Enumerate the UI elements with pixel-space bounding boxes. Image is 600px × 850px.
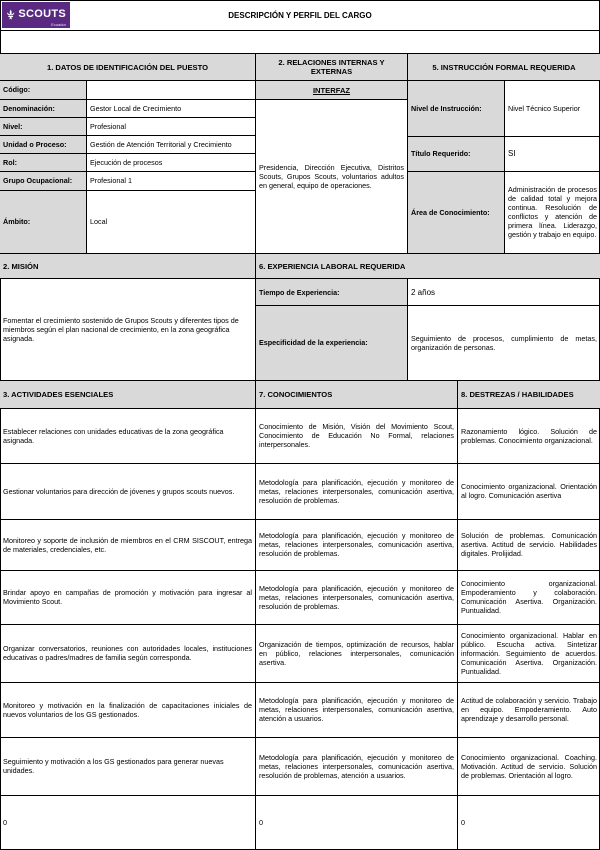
tiempo-value: 2 años [411, 287, 436, 297]
conocimiento-cell: Metodología para planificación, ejecución y monitoreo de metas, relaciones interpersonales, comunicación asertiva, resolución de problemas. [259, 583, 454, 611]
conocimiento-cell: Conocimiento de Misión, Visión del Movimiento Scout, Conocimiento de Educación No Formal, relaciones interpersonales. [259, 422, 454, 449]
field-grupo-value: Profesional 1 [90, 176, 132, 185]
field-rol-label: Rol: [3, 157, 17, 167]
section2-title: 2. RELACIONES INTERNAS Y EXTERNAS [278, 58, 385, 76]
field-denominacion-value: Gestor Local de Crecimiento [90, 103, 182, 113]
table-row [256, 463, 457, 519]
titulo-label: Título Requerido: [411, 149, 471, 158]
field-codigo-value [87, 80, 255, 99]
area-cell [505, 171, 600, 253]
table-row [0, 737, 255, 795]
section6-title: 6. EXPERIENCIA LABORAL REQUERIDA [259, 261, 406, 271]
table-row [458, 795, 600, 849]
table-row [458, 737, 600, 795]
interfaz-subtitle: INTERFAZ [312, 85, 351, 95]
field-unidad-label: Unidad o Proceso: [3, 139, 67, 149]
table-row [458, 408, 600, 463]
document-title: DESCRIPCIÓN Y PERFIL DEL CARGO [228, 10, 372, 20]
titulo-value: SI [508, 149, 516, 158]
table-row [256, 519, 457, 570]
destreza-cell: Solución de problemas. Comunicación asertiva. Actitud de servicio. Habilidades digitales. Prolijidad. [461, 531, 597, 558]
section5-title: 5. INSTRUCCIÓN FORMAL REQUERIDA [432, 62, 576, 72]
actividad-cell: 0 [3, 817, 7, 827]
table-row [0, 795, 255, 849]
table-row [0, 463, 255, 519]
mision-title: 2. MISIÓN [3, 261, 39, 271]
destreza-cell: Razonamiento lógico. Solución de problemas. Conocimiento organizacional. [461, 426, 597, 445]
field-codigo-label: Código: [3, 85, 31, 94]
table-row [458, 519, 600, 570]
table-row [0, 682, 255, 737]
conocimiento-cell: Metodología para planificación, ejecución y monitoreo de metas, relaciones interpersonales, comunicación asertiva, resolución de problemas. [259, 477, 454, 505]
actividad-cell: Gestionar voluntarios para dirección de jóvenes y grupos scouts nuevos. [3, 486, 235, 496]
area-value: Administración de procesos de calidad total y mejora continua. Resolución de conflictos y atención de primera línea. Liderazgo, gestión y trabajo en equipo. [508, 185, 597, 239]
mision-cell [0, 279, 255, 380]
conocimiento-cell: Metodología para planificación, ejecución y monitoreo de metas, relaciones interpersonales, comunicación asertiva, resolución de problemas, atención a usuarios. [259, 752, 454, 780]
field-rol-value: Ejecución de procesos [90, 157, 163, 167]
destreza-cell: Actitud de colaboración y servicio. Trabajo en equipo. Empoderamiento. Auto aprendizaje y desarrollo personal. [461, 696, 597, 723]
area-label: Área de Conocimiento: [411, 207, 490, 217]
destreza-cell: Conocimiento organizacional. Orientación al logro. Comunicación asertiva [461, 482, 597, 500]
interfaz-text: Presidencia, Dirección Ejecutiva, Distritos Scouts, Grupos Scouts, voluntarios adultos en general, equipo de operaciones. [259, 162, 404, 190]
table-row [256, 570, 457, 624]
interfaz-cell [256, 99, 407, 253]
table-header-destrezas: 8. DESTREZAS / HABILIDADES [461, 390, 574, 399]
table-header-conocimientos: 7. CONOCIMIENTOS [259, 390, 333, 399]
table-row [256, 624, 457, 682]
section1-title: 1. DATOS DE IDENTIFICACIÓN DEL PUESTO [46, 62, 209, 72]
table-row [256, 682, 457, 737]
table-row [0, 624, 255, 682]
field-ambito-value: Local [90, 217, 108, 226]
actividad-cell: Brindar apoyo en campañas de promoción y motivación para ingresar al Movimiento Scout. [3, 588, 252, 606]
conocimiento-cell: Organización de tiempos, optimización de recursos, hablar en público, relaciones interpersonales, comunicación asertiva. [259, 639, 454, 667]
destreza-cell: Conocimiento organizacional. Empoderamiento y colaboración. Comunicación Asertiva. Organización. Puntualidad. [461, 579, 597, 615]
table-row [256, 737, 457, 795]
mision-text: Fomentar el crecimiento sostenido de Grupos Scouts y diferentes tipos de miembros según el plan nacional de crecimiento, en la zona geográfica asignada. [3, 316, 239, 343]
table-row [458, 570, 600, 624]
field-ambito-label: Ámbito: [3, 217, 31, 226]
destreza-cell: 0 [461, 817, 465, 827]
brand-subtitle: Ecuador [51, 21, 66, 27]
instruccion-label: Nivel de Instrucción: [411, 103, 482, 113]
field-unidad-value: Gestión de Atención Territorial y Crecimiento [90, 139, 232, 149]
field-nivel-label: Nivel: [3, 121, 23, 131]
field-nivel-value: Profesional [90, 121, 126, 131]
table-row [458, 463, 600, 519]
field-denominacion-label: Denominación: [3, 103, 55, 113]
field-grupo-label: Grupo Ocupacional: [3, 176, 73, 185]
table-row [0, 570, 255, 624]
actividad-cell: Monitoreo y soporte de inclusión de miembros en el CRM SISCOUT, entrega de materiales, credenciales, etc. [3, 535, 252, 554]
table-row [458, 682, 600, 737]
table-row [0, 408, 255, 463]
actividad-cell: Organizar conversatorios, reuniones con autoridades locales, instituciones educativas o padres/madres de familia según corresponda. [3, 644, 252, 662]
actividad-cell: Monitoreo y motivación en la finalización de capacitaciones iniciales de nuevos voluntarios de los GS gestionados. [3, 700, 252, 719]
destreza-cell: Conocimiento organizacional. Hablar en público. Escucha activa. Sintetizar información. Seguimiento de acuerdos. Comunicación Asertiva. Organización. Puntualidad. [461, 630, 597, 676]
instruccion-value: Nivel Técnico Superior [508, 103, 581, 113]
especificidad-value: Seguimiento de procesos, cumplimiento de metas, organización de personas. [411, 333, 597, 352]
especificidad-label: Especificidad de la experiencia: [259, 338, 368, 347]
table-row [0, 519, 255, 570]
conocimiento-cell: Metodología para planificación, ejecución y monitoreo de metas, relaciones interpersonales, comunicación asertiva, atención a usuarios. [259, 696, 454, 723]
destreza-cell: Conocimiento organizacional. Coaching. Motivación. Actitud de servicio. Solución de problemas. Orientación al logro. [461, 752, 597, 780]
table-row [256, 795, 457, 849]
table-row [458, 624, 600, 682]
conocimiento-cell: Metodología para planificación, ejecución y monitoreo de metas, relaciones interpersonales, comunicación asertiva, resolución de problemas. [259, 531, 454, 558]
actividad-cell: Seguimiento y motivación a los GS gestionados para generar nuevas unidades. [3, 757, 224, 775]
especificidad-cell [408, 305, 600, 380]
brand-name: SCOUTS [18, 7, 66, 20]
table-header-actividades: 3. ACTIVIDADES ESENCIALES [3, 390, 114, 399]
actividad-cell: Establecer relaciones con unidades educativas de la zona geográfica asignada. [3, 426, 224, 445]
table-row [256, 408, 457, 463]
tiempo-label: Tiempo de Experiencia: [259, 287, 340, 297]
conocimiento-cell: 0 [259, 817, 263, 827]
